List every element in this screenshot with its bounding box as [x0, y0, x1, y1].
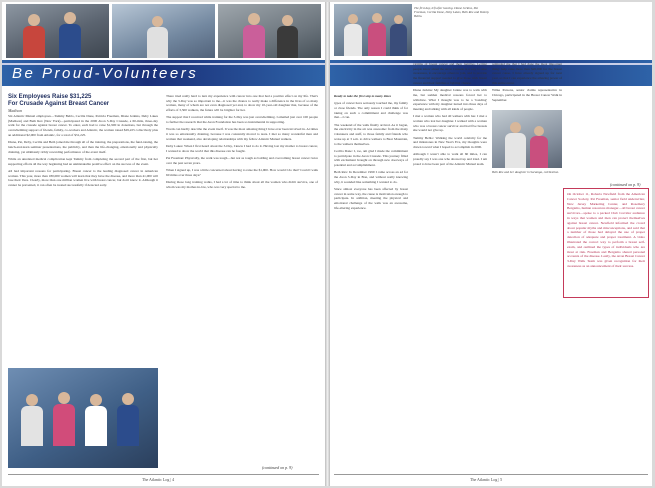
article-column-1: Six Atlantic Mutual employees—Tammy Beblo, Cecilia Dane, Patricia Freeman, Diane Jerkins, Deby Lakes (Madison) and Beth Rex (New York)—participated in the 2000 Avon 3-Day Crusade, a 60-mile, three-day walk for the crusade against breast cancer. To enter, each had to raise $1,900 in donations, but through the overwhelming support of friends, family, co-workers and Atlantic, the women raised $29,225 collectively plus an additional $2,000 from Atlantic, for a total of $31,225. Diane, Pat, Deby, Cecilia and Beth joined me through all of the training, the preparations, the fund-raising, the lunch-and-learn seminar presentations, the publicity, and then the life-changing, emotionally and physically draining, yet ultimately richly rewarding performance of the event itself. While an unrelated medical complication kept Tammy from completing the second part of the first, but her supporting efforts all the way beginning had an unmistakable positive effect on the success of the event. All had important reasons for participating. Breast cancer is the leading diagnosed cancer in American women. This year, more than 180,000 women will learn that they have the disease, and more than 41,000 will lose their lives. Clearly, more than one million women live with breast cancer, but don't know it. Although it cannot be prevented, it can often be treated successfully if detected early.	[8, 114, 158, 187]
right-page	[330, 2, 652, 486]
left-page	[2, 2, 325, 486]
banner-title: Be Proud-Volunteers	[12, 65, 199, 82]
callout-box: On October 11, Roberta Newfield from the American Cancer Society, Pat Freeman, senior field underwriter, New Jersey Marketing Center, and Rosemary Bergamo, human resources manager—all breast cancer survivors—spoke to a packed Club Corridor audience in ways that women and men can protect themselves against breast cancer. Newfield informed the crowd about popular myths and misconceptions, and said that a number of those had delayed the use of proper detection of adequate and proper treatment. A video illustrated the correct way to perform a breast self-exam, and outlined the types of individuals who are most at risk. Freeman and Bergamo shared personal accounts of the disease. Lastly, the Avon Breast Cancer 3-Day Walk Team was given recognition for their awareness as an announcement of their success.	[563, 188, 649, 298]
photo-caption-right: Beth Rex and her daughter in Saratoga, celebration.	[492, 170, 560, 174]
headline: Six Employees Raise $31,225 For Crusade Against Breast Cancer	[8, 94, 110, 107]
right-column-1: Ready to take the first step to many times types of cancer have seriously touched me, my family or close friends. The only reason I could think of for taking on such a commitment and challenge was that....I can. The weekend of the walk finally arrived. As it began, the electricity in the air was awesome: from the many volunteers and staff, to those family and friends who woke up at 3 a.m. to drive walkers to Bear Mountain, to the walkers themselves. Cecilia Dane: I, too, am glad I made the commitment to participate in the Avon Crusade. This journey filled with excitement brought on through new doorways of potential and accomplishment. Beth Rex: In December 1999 I came across an ad for the Avon 3-Day in Bon, and without really knowing why, it sounded like something I wanted to do. Since almost everyone has been affected by breast cancer in some way, the cause is motivation enough to participate. In addition, meeting the physical and emotional challenge of the walk was an awesome, life-altering experience.	[334, 94, 408, 210]
continued-note: (continued on p. 9)	[262, 465, 293, 470]
photo-first-day	[334, 4, 412, 56]
photo-walkers-finish	[218, 4, 321, 58]
banner-right	[330, 60, 652, 86]
continued-note-right: (continued on p. 9)	[610, 182, 641, 187]
photo-walkers-group	[6, 4, 109, 58]
footer-left: The Atlantic Log | 4	[142, 477, 175, 482]
article-column-2: There tried really hard to turn my experience with cancer into one that had a positive effect on my life. That's why the 3-Day was so important to me—it was the chance to really make a difference in the lives of so many women, many of whom are not even diagnosed yet and, to show my 10-year-old daughter that, because of the efforts of 3,500 walkers, the future will be brighter for her. The support that I received while training for the 3-Day was just overwhelming. I emailed just over 100 people to further the research that the Avon Foundation has been so instrumental in supporting. Words can hardly describe the event itself. It was the most amazing thing I have ever been involved in. At times it was so emotionally draining, because I was constantly moved to tears. I met so many wonderful men and women that weekend, also developing relationships with my fellow Atlantic Mutual walkers. Deby Lakes: When I first heard about the 3-Day, I knew I had to do it. Having lost my mother to breast cancer, I wanted to show the world that this disease can be fought. Pat Freeman: Physically, the walk was tough—but not as tough as battling and overcoming breast cancer twice over the past seven years. When I signed up, I was a little concerned about having to raise the $1,900. How would I do that? Could I walk 60 miles over three days? During those long training walks, I had a lot of time to think about all the women who didn't survive, one of whom was my mother-in-law, who was very special to me.	[166, 94, 318, 189]
footer-rule-right	[334, 474, 648, 475]
right-column-3: reminded me that I had done the most important thing: help raise more than $20,000 for the breast cancer cause. I have already signed up for next year, so that I can experience the amazing power of this entire event. Wilke Parsons, senior claims representative in Chicago, participated in the Breast Cancer Walk in September.	[492, 62, 562, 102]
right-column-2: victims of breast cancer and their families. Letting people know about the Avon Crusade is a way to raise awareness, to encourage others to join, and to provide the financial support needed to give those with breast cancer and their families a fighting chance. Diane Jerkins: My daughter Janine was to walk with me, but sudden medical reasons forced her to withdraw. What I thought was to be a 'bonding' experience with my daughter turned into three days of meeting and talking with all kinds of people. I met a woman who had 40 walkers with her. I met a woman who lost her daughter. I walked with a woman who was a breast cancer survivor and had five breasts she would not give up. Tammy Beblo: Walking the world celebrity for me and milestones in New Year's Eve, my thoughts were drawn toward what I hoped to accomplish in 2000. Although I wasn't able to walk all 60 miles, I can proudly say I was one who showed up and tried. I am proud to have been part of the Atlantic Mutual team.	[413, 62, 487, 166]
banner-left	[2, 60, 325, 86]
photo-team-banner	[8, 368, 158, 468]
photo-walkers-route	[112, 4, 215, 58]
footer-right: The Atlantic Log | 5	[470, 477, 503, 482]
article-header	[8, 94, 158, 116]
byline: Madison	[8, 108, 22, 113]
footer-rule	[8, 474, 319, 475]
photo-beth-rex-daughter	[492, 110, 562, 168]
top-photo-strip	[6, 4, 321, 58]
photo-caption-top: The first day, left after leaving. Diane Jerkins, Pat Freeman, Cecilia Dane, Deby Lakes, Beth Rex and Tammy Beblo.	[414, 6, 489, 19]
